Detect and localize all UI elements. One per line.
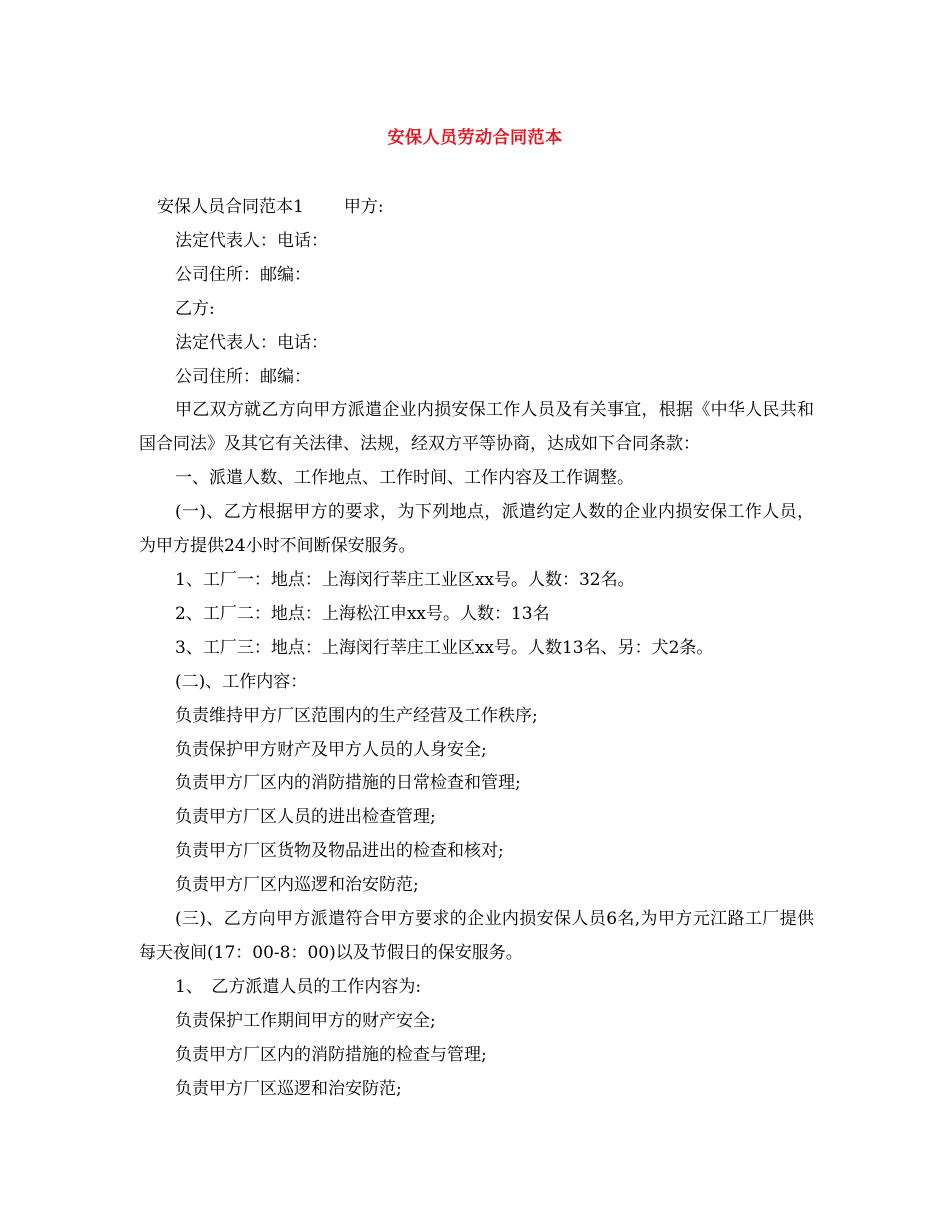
paragraph: 乙方:	[175, 298, 215, 319]
paragraph: 公司住所：邮编：	[175, 264, 311, 285]
paragraph: 甲乙双方就乙方向甲方派遣企业内损安保工作人员及有关事宜，根据《中华人民共和国合同法》及其它有关法律、法规，经双方平等协商，达成如下合同条款：	[139, 400, 814, 455]
paragraph: 法定代表人：电话：	[175, 332, 328, 353]
paragraph: (一)、乙方根据甲方的要求，为下列地点，派遣约定人数的企业内损安保工作人员，为甲方提供24小时不间断保安服务。	[139, 502, 814, 557]
paragraph: 一、派遣人数、工作地点、工作时间、工作内容及工作调整。	[175, 468, 634, 489]
paragraph: 负责甲方厂区内的消防措施的检查与管理;	[175, 1044, 487, 1065]
paragraph: 负责甲方厂区内的消防措施的日常检查和管理;	[175, 773, 521, 794]
party-a-label: 甲方:	[343, 197, 384, 217]
paragraph: 负责保护甲方财产及甲方人员的人身安全;	[175, 739, 487, 760]
paragraph: 负责维持甲方厂区范围内的生产经营及工作秩序;	[175, 705, 538, 726]
paragraph: 法定代表人：电话：	[175, 230, 328, 251]
paragraph: 负责甲方厂区内巡逻和治安防范;	[175, 875, 419, 896]
paragraph: 公司住所：邮编：	[175, 366, 311, 387]
paragraph: 负责甲方厂区货物及物品进出的检查和核对;	[175, 841, 504, 862]
paragraph: 负责甲方厂区人员的进出检查管理;	[175, 807, 436, 828]
paragraph: (二)、工作内容：	[175, 671, 308, 692]
paragraph: 1、工厂一：地点：上海闵行莘庄工业区xx号。人数：32名。	[175, 569, 635, 590]
paragraph: 3、工厂三：地点：上海闵行莘庄工业区xx号。人数13名、另：犬2条。	[175, 637, 714, 658]
contract-sample-label: 安保人员合同范本1	[157, 197, 304, 217]
document-body	[139, 191, 814, 1106]
paragraph-first-line	[139, 191, 814, 225]
paragraph: 1、 乙方派遣人员的工作内容为:	[175, 976, 422, 997]
paragraph: 负责保护工作期间甲方的财产安全;	[175, 1010, 436, 1031]
paragraph: 负责甲方厂区巡逻和治安防范;	[175, 1078, 402, 1099]
paragraph: (三)、乙方向甲方派遣符合甲方要求的企业内损安保人员6名,为甲方元江路工厂提供每天夜间(17：00-8：00)以及节假日的保安服务。	[139, 909, 814, 963]
paragraph: 2、工厂二：地点：上海松江申xx号。人数：13名	[175, 603, 550, 624]
document-title: 安保人员劳动合同范本	[387, 128, 563, 148]
